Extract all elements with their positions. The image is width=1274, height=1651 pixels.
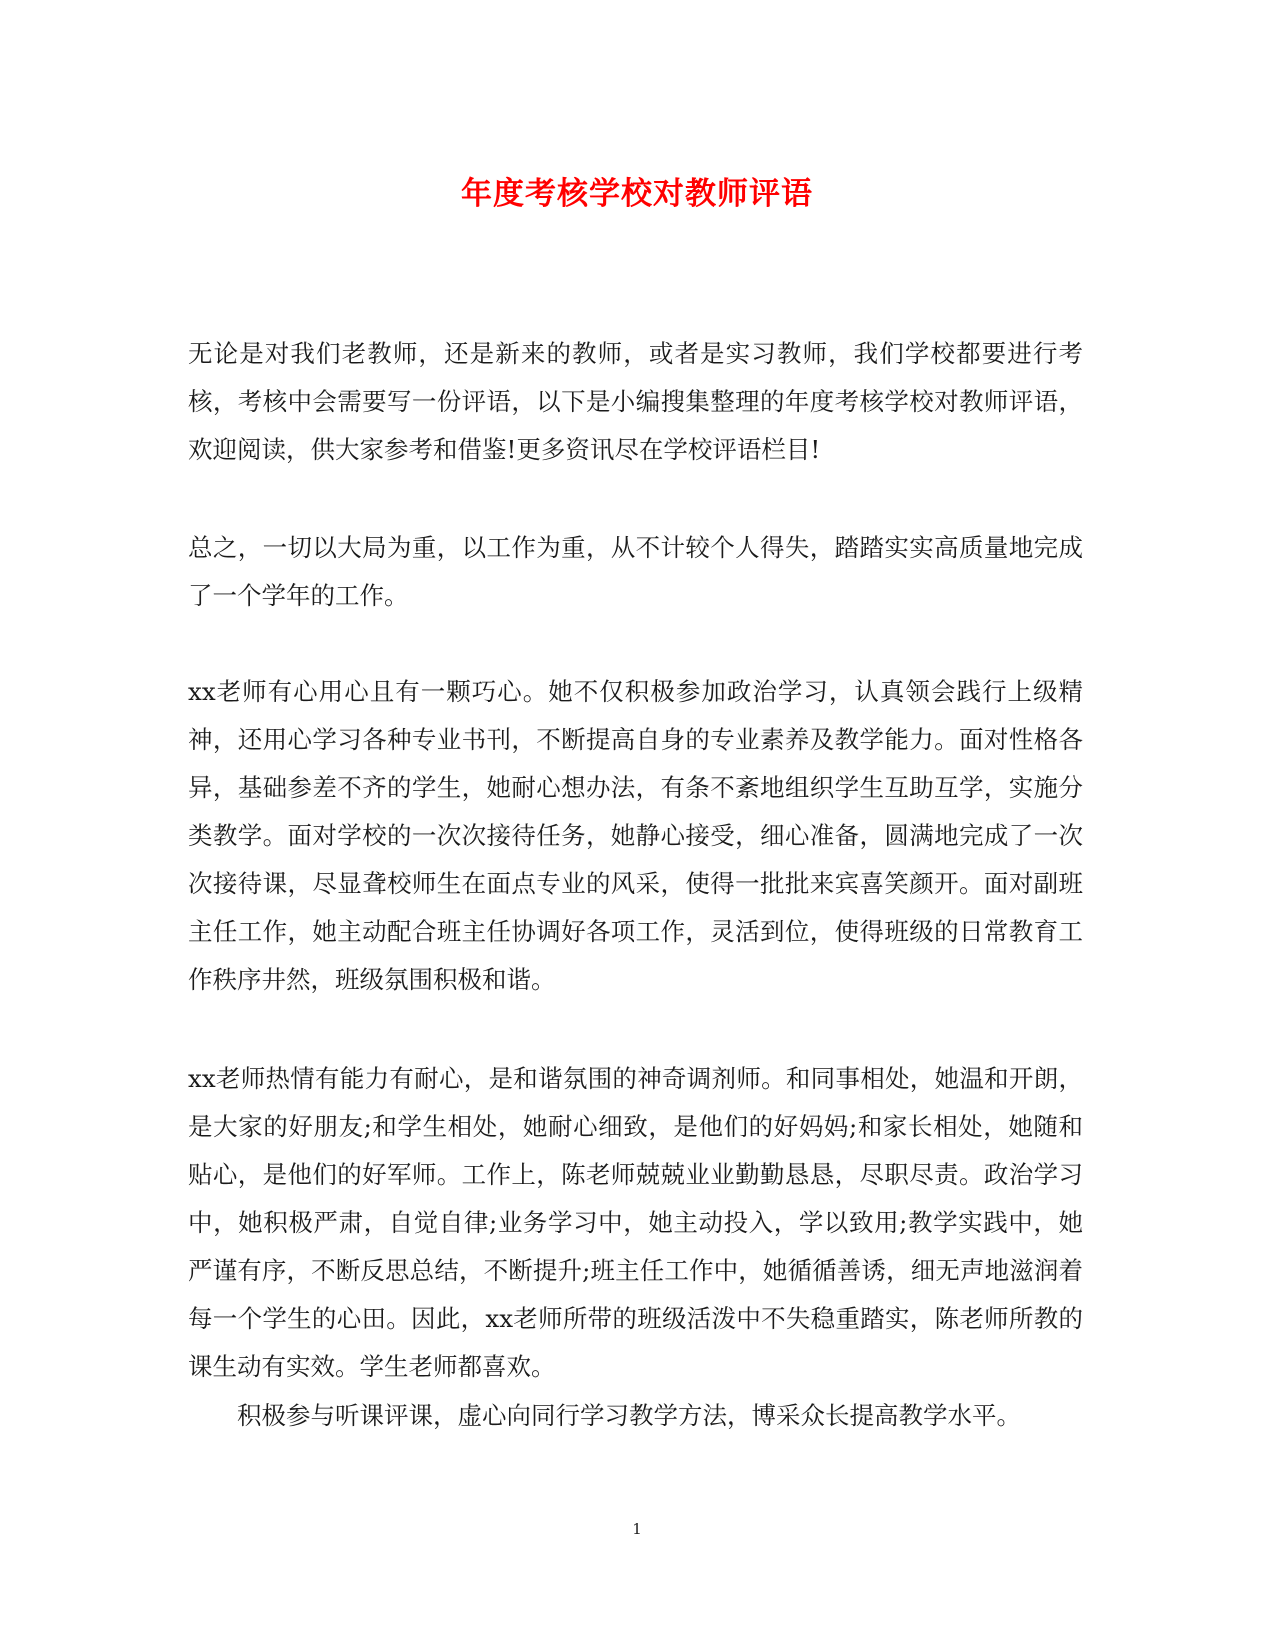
paragraph-summary: 总之，一切以大局为重，以工作为重，从不计较个人得失，踏踏实实高质量地完成了一个学年的工作。: [188, 533, 1083, 610]
paragraph-intro: 无论是对我们老教师，还是新来的教师，或者是实习教师，我们学校都要进行考核，考核中会需要写一份评语，以下是小编搜集整理的年度考核学校对教师评语，欢迎阅读，供大家参考和借鉴!更多资讯尽在学校评语栏目!: [188, 339, 1083, 464]
paragraph-teacher-comment-1: xx老师有心用心且有一颗巧心。她不仅积极参加政治学习，认真领会践行上级精神，还用心学习各种专业书刊，不断提高自身的专业素养及教学能力。面对性格各异，基础参差不齐的学生，她耐心想办法，有条不紊地组织学生互助互学，实施分类教学。面对学校的一次次接待任务，她静心接受，细心准备，圆满地完成了一次次接待课，尽显聋校师生在面点专业的风采，使得一批批来宾喜笑颜开。面对副班主任工作，她主动配合班主任协调好各项工作，灵活到位，使得班级的日常教育工作秩序井然，班级氛围积极和谐。: [188, 677, 1083, 994]
document-title: 年度考核学校对教师评语: [461, 176, 813, 212]
paragraph-teaching-note: 积极参与听课评课，虚心向同行学习教学方法，博采众长提高教学水平。: [237, 1401, 1021, 1430]
page-number: 1: [632, 1520, 642, 1538]
paragraph-teacher-comment-2: xx老师热情有能力有耐心，是和谐氛围的神奇调剂师。和同事相处，她温和开朗，是大家的好朋友;和学生相处，她耐心细致，是他们的好妈妈;和家长相处，她随和贴心，是他们的好军师。工作上，陈老师兢兢业业勤勤恳恳，尽职尽责。政治学习中，她积极严肃，自觉自律;业务学习中，她主动投入，学以致用;教学实践中，她严谨有序，不断反思总结，不断提升;班主任工作中，她循循善诱，细无声地滋润着每一个学生的心田。因此，xx老师所带的班级活泼中不失稳重踏实，陈老师所教的课生动有实效。学生老师都喜欢。: [188, 1064, 1083, 1381]
